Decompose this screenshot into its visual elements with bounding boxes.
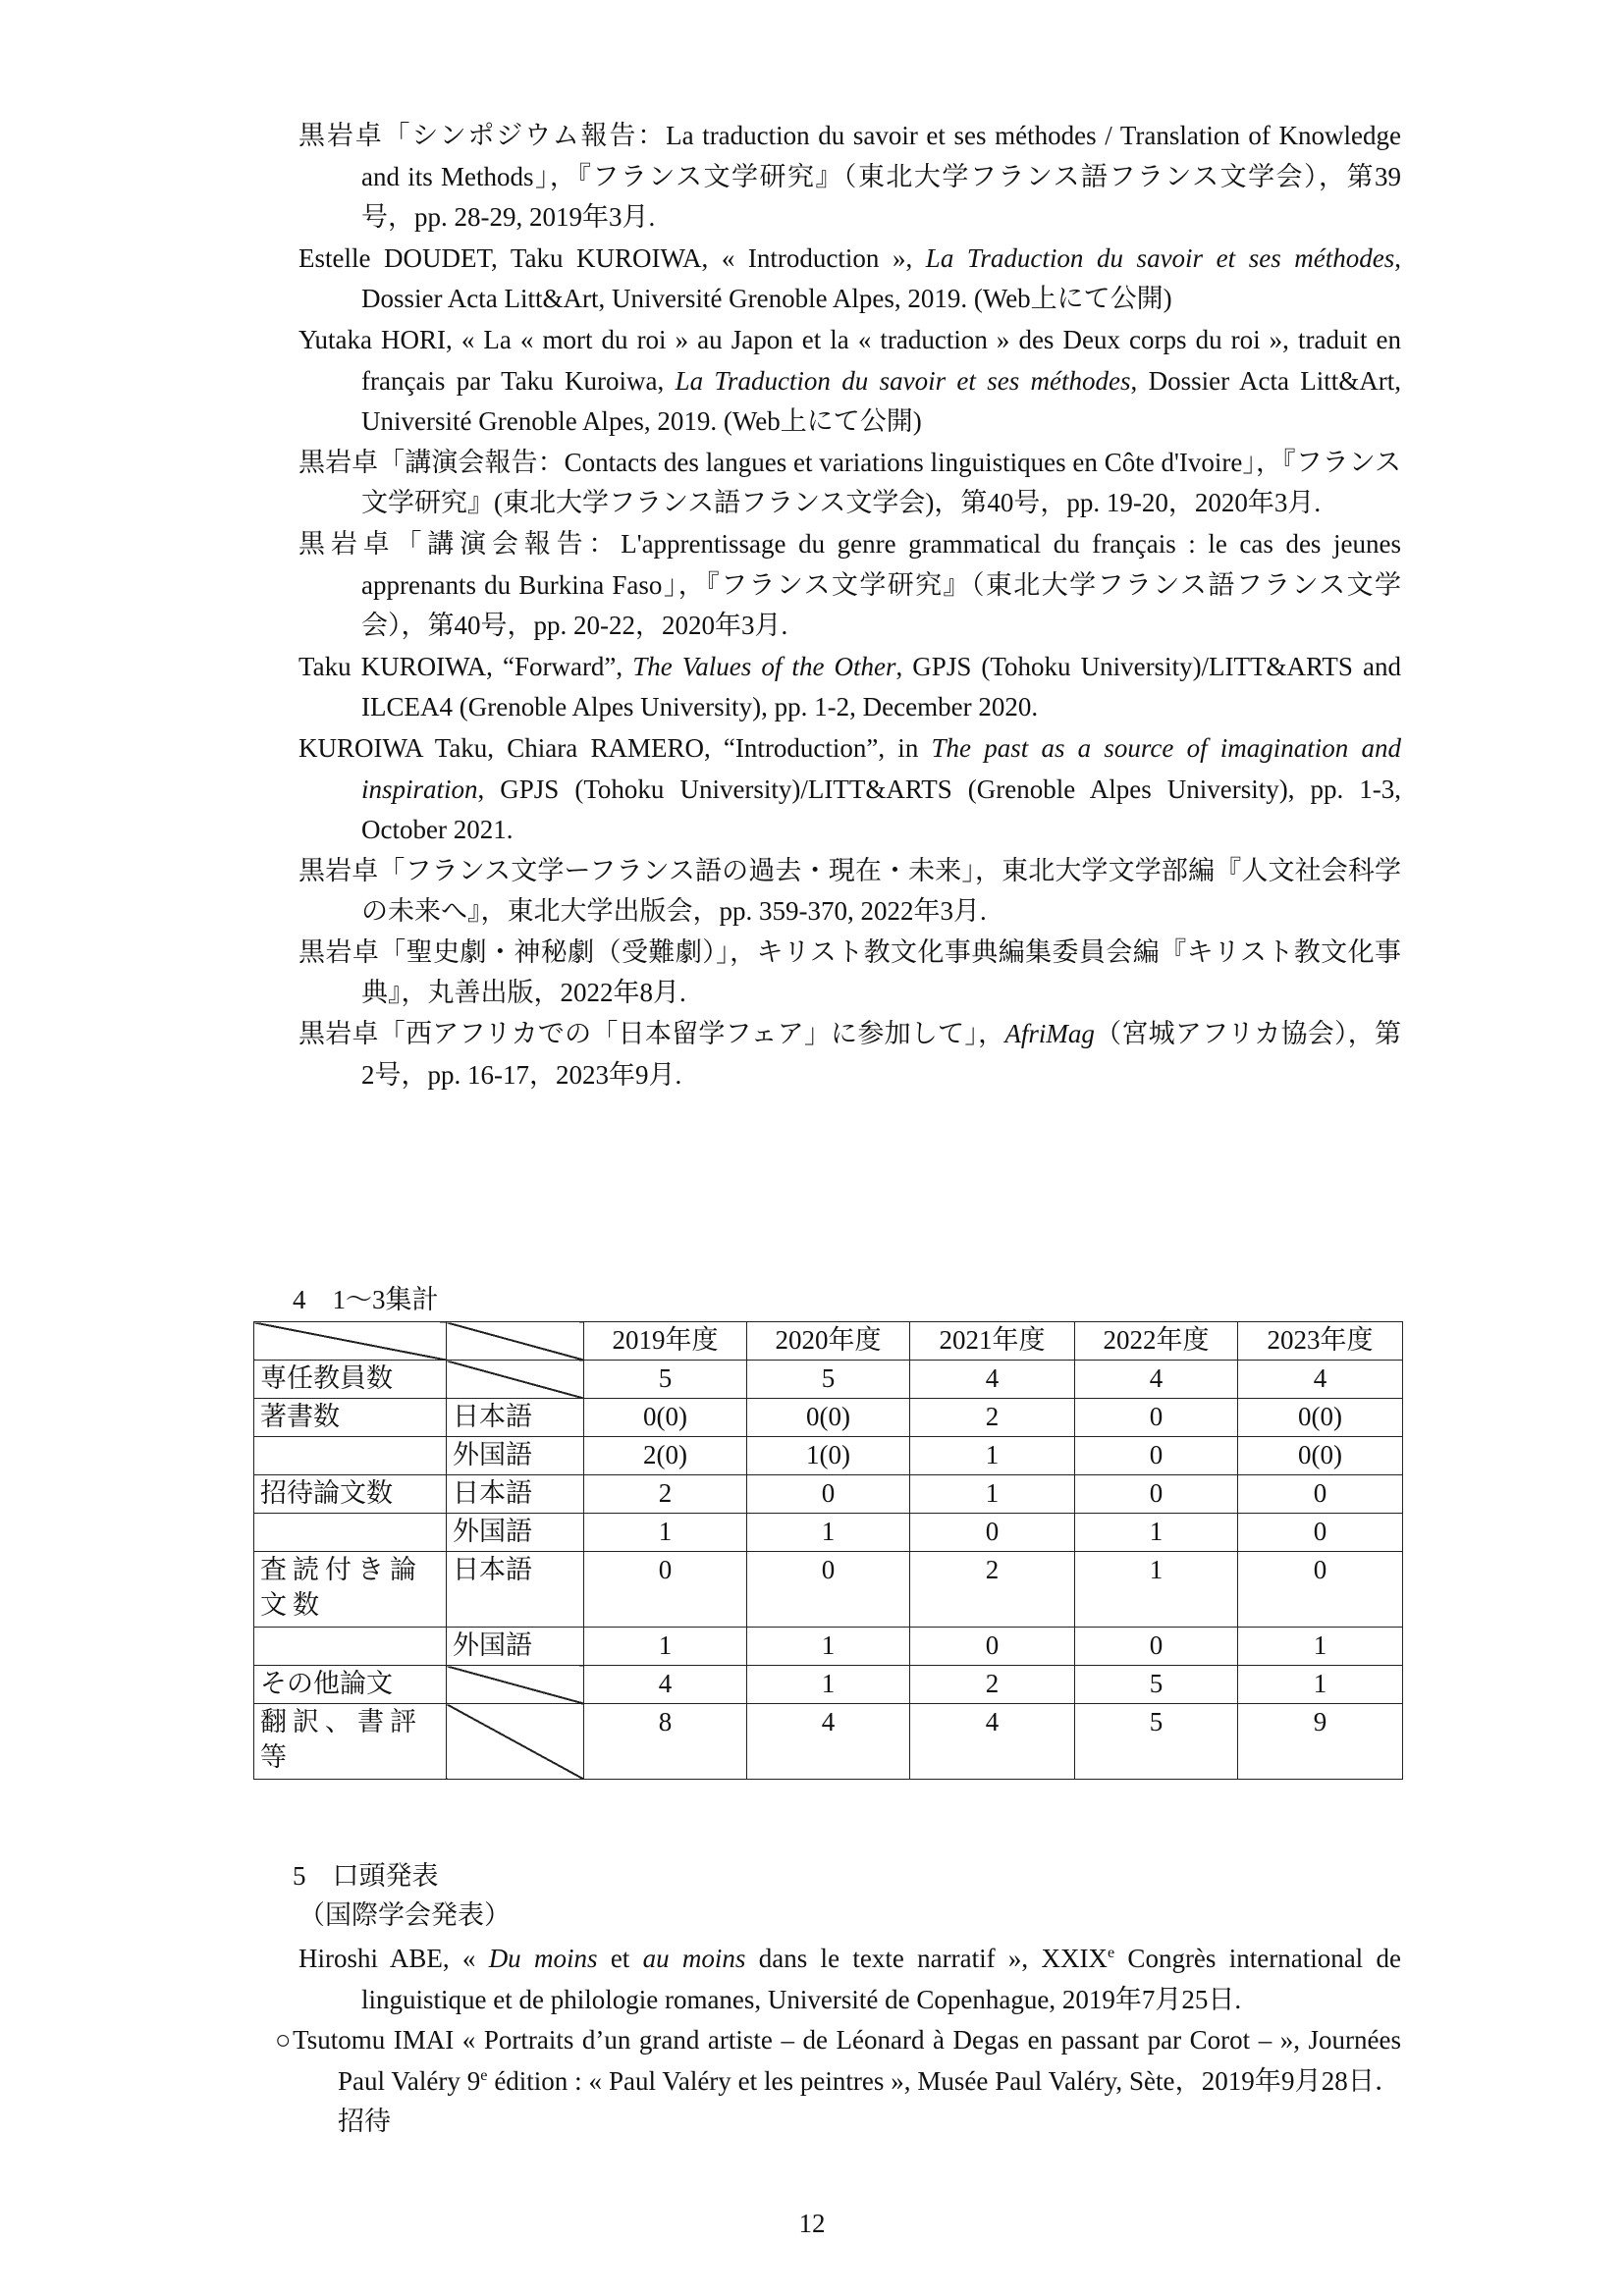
table-cell: 0(0) bbox=[1238, 1437, 1403, 1475]
header-corner-cell bbox=[447, 1322, 584, 1361]
summary-table bbox=[253, 1321, 1403, 1780]
table-cell: 0 bbox=[1238, 1514, 1403, 1552]
table-row bbox=[254, 1666, 1403, 1704]
table-cell: 5 bbox=[1075, 1666, 1238, 1704]
row-label bbox=[254, 1628, 447, 1666]
year-header: 2021年度 bbox=[910, 1322, 1075, 1361]
year-header: 2023年度 bbox=[1238, 1322, 1403, 1361]
lang-cell bbox=[447, 1361, 584, 1399]
oral-item: Hiroshi ABE, « Du moins et au moins dans le texte narratif », XXIXe Congrès international de linguistique et de philologie romanes, Université de Copenhague, 2019年7月25日. bbox=[298, 1944, 1401, 2014]
table-cell: 8 bbox=[584, 1704, 747, 1780]
row-label: 翻訳、書評等 bbox=[254, 1704, 447, 1780]
table-cell: 1 bbox=[1075, 1514, 1238, 1552]
reference-item: 黒岩卓「フランス文学ーフランス語の過去・現在・未来」，東北大学文学部編『人文社会科学の未来へ』，東北大学出版会，pp. 359-370, 2022年3月. bbox=[298, 855, 1401, 927]
table-cell: 0 bbox=[1075, 1399, 1238, 1437]
year-header: 2019年度 bbox=[584, 1322, 747, 1361]
lang-cell bbox=[447, 1666, 584, 1704]
oral-heading: 5 口頭発表 bbox=[293, 1861, 439, 1891]
table-row bbox=[254, 1475, 1403, 1514]
table-row bbox=[254, 1399, 1403, 1437]
header-corner-cell bbox=[254, 1322, 447, 1361]
reference-item: Estelle DOUDET, Taku KUROIWA, « Introduction », La Traduction du savoir et ses méthodes, Dossier Acta Litt&Art, Université Grenoble Alpes, 2019. (Web上にて公開) bbox=[298, 242, 1401, 314]
table-cell: 5 bbox=[1075, 1704, 1238, 1780]
table-cell: 4 bbox=[1075, 1361, 1238, 1399]
page-number: 12 bbox=[798, 2209, 826, 2238]
table-cell: 5 bbox=[584, 1361, 747, 1399]
table-cell: 0 bbox=[1238, 1475, 1403, 1514]
table-cell: 0 bbox=[1075, 1475, 1238, 1514]
table-cell: 2(0) bbox=[584, 1437, 747, 1475]
lang-cell: 日本語 bbox=[447, 1399, 584, 1437]
lang-cell: 日本語 bbox=[447, 1552, 584, 1628]
table-cell: 0 bbox=[1075, 1628, 1238, 1666]
lang-cell: 外国語 bbox=[447, 1514, 584, 1552]
row-label: その他論文 bbox=[254, 1666, 447, 1704]
table-row bbox=[254, 1514, 1403, 1552]
table-cell: 1 bbox=[1075, 1552, 1238, 1628]
reference-item: Yutaka HORI, « La « mort du roi » au Japon et la « traduction » des Deux corps du roi », traduit en français par Taku Kuroiwa, La Traduction du savoir et ses méthodes, Dossier Acta Litt&Art, Université Grenoble Alpes, 2019. (Web上にて公開) bbox=[298, 324, 1401, 437]
row-label: 査読付き論文数 bbox=[254, 1552, 447, 1628]
table-cell: 4 bbox=[910, 1704, 1075, 1780]
row-label: 招待論文数 bbox=[254, 1475, 447, 1514]
table-cell: 4 bbox=[747, 1704, 910, 1780]
row-label: 著書数 bbox=[254, 1399, 447, 1437]
table-cell: 0 bbox=[1238, 1552, 1403, 1628]
reference-item: 黒岩卓「シンポジウム報告：La traduction du savoir et ses méthodes / Translation of Knowledge and its Methods」，『フランス文学研究』（東北大学フランス語フランス文学会），第39号，pp. 28-29, 2019年3月. bbox=[298, 121, 1401, 233]
lang-cell: 外国語 bbox=[447, 1628, 584, 1666]
table-cell: 1 bbox=[584, 1628, 747, 1666]
table-cell: 4 bbox=[1238, 1361, 1403, 1399]
lang-cell: 外国語 bbox=[447, 1437, 584, 1475]
table-cell: 9 bbox=[1238, 1704, 1403, 1780]
table-row bbox=[254, 1437, 1403, 1475]
table-cell: 1 bbox=[747, 1666, 910, 1704]
table-cell: 1 bbox=[1238, 1666, 1403, 1704]
table-cell: 0(0) bbox=[1238, 1399, 1403, 1437]
table-cell: 1 bbox=[747, 1628, 910, 1666]
table-row bbox=[254, 1361, 1403, 1399]
table-cell: 0 bbox=[747, 1552, 910, 1628]
table-cell: 0 bbox=[910, 1514, 1075, 1552]
table-cell: 5 bbox=[747, 1361, 910, 1399]
table-cell: 2 bbox=[910, 1399, 1075, 1437]
oral-item: ○Tsutomu IMAI « Portraits d’un grand artiste – de Léonard à Degas en passant par Corot – », Journées Paul Valéry 9e édition : « Paul Valéry et les peintres », Musée Paul Valéry, Sète，2019年9月28日．招待 bbox=[275, 2025, 1401, 2137]
reference-item: 黒岩卓「講演会報告：L'apprentissage du genre grammatical du français : le cas des jeunes apprenants du Burkina Faso」，『フランス文学研究』（東北大学フランス語フランス文学会），第40号，pp. 20-22，2020年3月. bbox=[298, 528, 1401, 641]
row-label: 専任教員数 bbox=[254, 1361, 447, 1399]
table-cell: 1 bbox=[910, 1475, 1075, 1514]
reference-item: Taku KUROIWA, “Forward”, The Values of the Other, GPJS (Tohoku University)/LITT&ARTS and ILCEA4 (Grenoble Alpes University), pp. 1-2, December 2020. bbox=[298, 651, 1401, 722]
oral-list bbox=[275, 1939, 1401, 2143]
year-header: 2020年度 bbox=[747, 1322, 910, 1361]
lang-cell: 日本語 bbox=[447, 1475, 584, 1514]
table-cell: 2 bbox=[910, 1666, 1075, 1704]
table-cell: 2 bbox=[910, 1552, 1075, 1628]
table-header-row bbox=[254, 1322, 1403, 1361]
table-cell: 0(0) bbox=[747, 1399, 910, 1437]
reference-item: 黒岩卓「講演会報告：Contacts des langues et variations linguistiques en Côte d'Ivoire」，『フランス文学研究』(東北大学フランス語フランス文学会)，第40号，pp. 19-20，2020年3月. bbox=[298, 447, 1401, 518]
table-cell: 4 bbox=[910, 1361, 1075, 1399]
table-cell: 1(0) bbox=[747, 1437, 910, 1475]
table-row bbox=[254, 1552, 1403, 1628]
reference-item: KUROIWA Taku, Chiara RAMERO, “Introduction”, in The past as a source of imagination and inspiration, GPJS (Tohoku University)/LITT&ARTS (Grenoble Alpes University), pp. 1-3, October 2021. bbox=[298, 732, 1401, 845]
oral-subheading: （国際学会発表） bbox=[298, 1900, 511, 1930]
lang-cell bbox=[447, 1704, 584, 1780]
reference-item: 黒岩卓「西アフリカでの「日本留学フェア」に参加して」，AfriMag（宮城アフリカ協会），第2号，pp. 16-17，2023年9月. bbox=[298, 1019, 1401, 1090]
table-cell: 4 bbox=[584, 1666, 747, 1704]
reference-list bbox=[298, 116, 1401, 1095]
row-label bbox=[254, 1437, 447, 1475]
table-cell: 1 bbox=[747, 1514, 910, 1552]
table-cell: 0(0) bbox=[584, 1399, 747, 1437]
table-cell: 0 bbox=[1075, 1437, 1238, 1475]
summary-heading: 4 1〜3集計 bbox=[293, 1285, 439, 1314]
table-cell: 1 bbox=[584, 1514, 747, 1552]
table-cell: 2 bbox=[584, 1475, 747, 1514]
table-cell: 0 bbox=[910, 1628, 1075, 1666]
table-cell: 0 bbox=[584, 1552, 747, 1628]
reference-item: 黒岩卓「聖史劇・神秘劇（受難劇）」，キリスト教文化事典編集委員会編『キリスト教文化事典』，丸善出版，2022年8月. bbox=[298, 936, 1401, 1008]
table-cell: 1 bbox=[910, 1437, 1075, 1475]
row-label bbox=[254, 1514, 447, 1552]
table-cell: 0 bbox=[747, 1475, 910, 1514]
year-header: 2022年度 bbox=[1075, 1322, 1238, 1361]
table-row bbox=[254, 1704, 1403, 1780]
table-row bbox=[254, 1628, 1403, 1666]
table-cell: 1 bbox=[1238, 1628, 1403, 1666]
